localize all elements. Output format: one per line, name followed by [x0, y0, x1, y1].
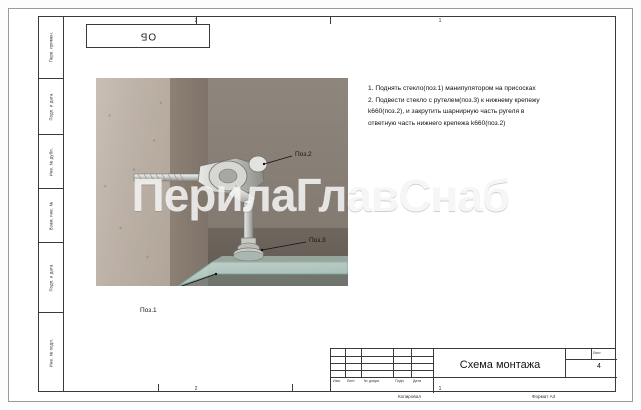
stamp-cell-label: Инв. № подл. — [48, 338, 54, 367]
sheet-word-label: Лист — [593, 351, 601, 355]
stamp-cell-3 — [38, 188, 64, 242]
assembly-illustration — [96, 78, 348, 286]
top-tick-mark — [330, 16, 331, 24]
threaded-anchor-rod — [134, 174, 206, 181]
assembly-drawing-svg — [96, 78, 348, 286]
bottom-tick-mark — [292, 384, 293, 392]
rotule-stem — [234, 200, 264, 261]
top-title-box-label: ОБ — [139, 30, 157, 42]
left-stamp-strip — [38, 16, 64, 392]
stamp-cell-label: Взам. инв. № — [48, 201, 54, 230]
column-header-izm: Изм. — [333, 379, 341, 383]
bottom-tick-label-1: 1 — [438, 386, 442, 392]
top-tick-label-1: 1 — [438, 18, 442, 24]
stamp-cell-label: Подп. и дата — [48, 263, 54, 292]
instruction-line-1: 1. Поднять стекло(поз.1) манипулятором на присосках — [368, 85, 536, 92]
watermark-text: ПерилаГлавСнаб — [131, 169, 510, 221]
stamp-cell-label: Подп. и дата — [48, 92, 54, 121]
sheet-number: 4 — [597, 363, 601, 370]
column-header-list: Лист — [347, 379, 355, 383]
callout-pos3: Поз.3 — [309, 237, 326, 244]
callout-pos1: Поз.1 — [140, 307, 157, 314]
top-tick-label-2: 2 — [194, 18, 198, 24]
callout-pos2: Поз.2 — [295, 151, 312, 158]
instruction-line-4: ответную часть нижнего крепежа k660(поз.2) — [368, 120, 506, 128]
copied-label: Копировал — [398, 394, 422, 399]
bottom-tick-mark — [158, 384, 159, 392]
top-title-box — [86, 24, 210, 48]
stamp-cell-2 — [38, 134, 64, 188]
stamp-cell-4 — [38, 242, 64, 312]
bottom-tick-label-2: 2 — [194, 386, 198, 392]
drawing-title: Схема монтажа — [459, 359, 541, 371]
instruction-line-3: k660(поз.2), и закрутить шарнирную часть ругеля в — [368, 108, 525, 116]
column-header-data: Дата — [413, 379, 421, 383]
format-label: Формат A3 — [532, 394, 556, 399]
column-header-podp: Подп. — [395, 379, 405, 383]
stamp-cell-5 — [38, 312, 64, 392]
instruction-text-block — [368, 84, 596, 131]
stamp-cell-label: Перв. примен. — [48, 31, 54, 63]
stamp-cell-1 — [38, 78, 64, 134]
instruction-line-2: 2. Подвести стекло с рутелем(поз.3) к нижнему крепежу — [368, 96, 540, 104]
title-block — [330, 348, 616, 392]
glass-panel — [178, 256, 348, 286]
column-header-docnum: № докум. — [364, 379, 380, 383]
stamp-cell-label: Инв. № дубл. — [48, 147, 54, 176]
k660-bracket — [198, 156, 267, 206]
